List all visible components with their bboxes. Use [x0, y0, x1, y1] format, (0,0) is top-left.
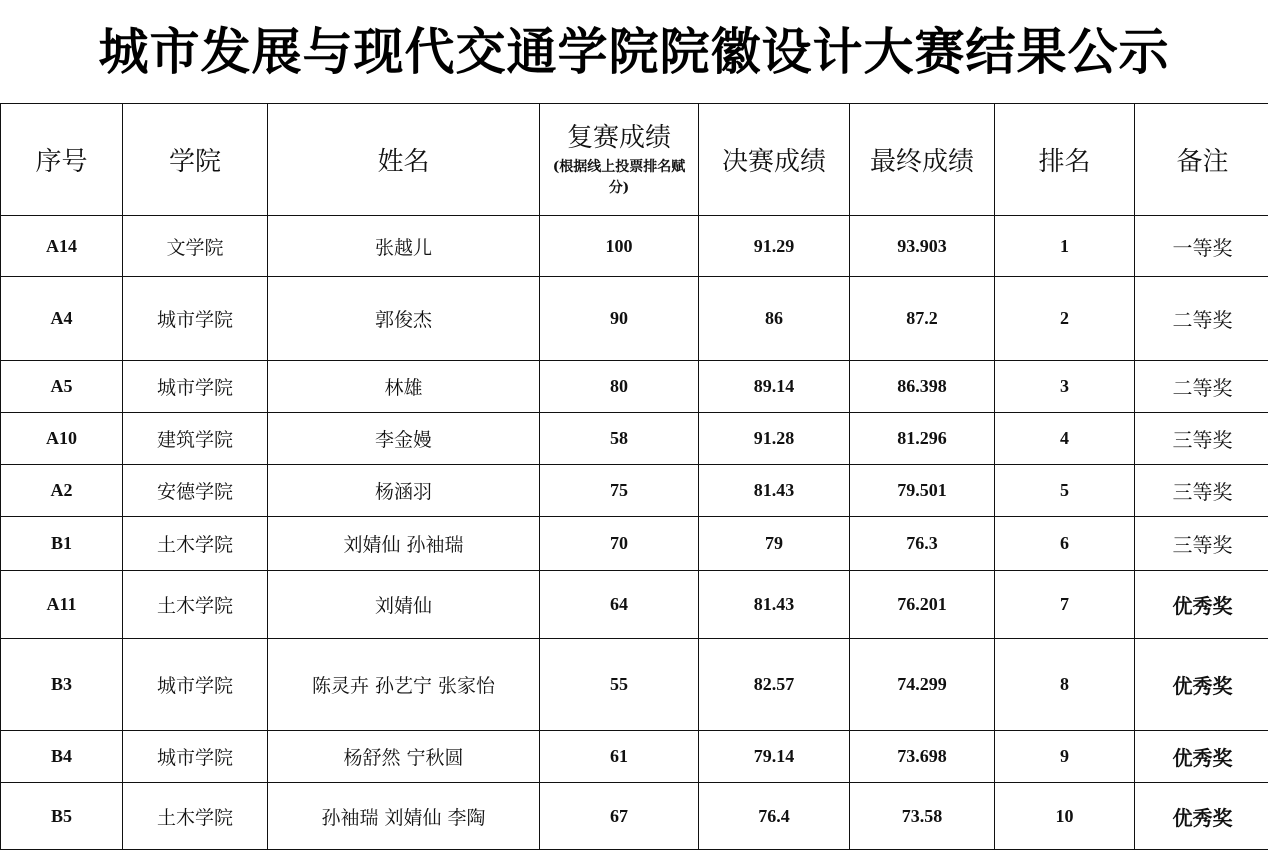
cell-name: 刘婧仙 孙袖瑞	[268, 517, 540, 571]
cell-rank: 7	[995, 571, 1135, 639]
cell-rank: 2	[995, 277, 1135, 361]
cell-semifinal: 67	[540, 783, 699, 850]
cell-rank: 8	[995, 639, 1135, 731]
cell-remark: 优秀奖	[1135, 783, 1268, 850]
cell-semifinal: 70	[540, 517, 699, 571]
cell-overall: 73.698	[850, 731, 995, 783]
cell-final: 89.14	[699, 361, 850, 413]
cell-remark: 三等奖	[1135, 413, 1268, 465]
cell-final: 86	[699, 277, 850, 361]
cell-final: 76.4	[699, 783, 850, 850]
cell-overall: 73.58	[850, 783, 995, 850]
table-row	[1, 216, 1268, 277]
table-row	[1, 639, 1268, 731]
header-final: 决赛成绩	[699, 104, 850, 216]
cell-name: 林雄	[268, 361, 540, 413]
cell-remark: 二等奖	[1135, 361, 1268, 413]
cell-overall: 76.3	[850, 517, 995, 571]
cell-overall: 86.398	[850, 361, 995, 413]
cell-overall: 79.501	[850, 465, 995, 517]
cell-seq: B3	[1, 639, 123, 731]
table-row	[1, 571, 1268, 639]
cell-seq: A10	[1, 413, 123, 465]
cell-name: 郭俊杰	[268, 277, 540, 361]
cell-final: 79	[699, 517, 850, 571]
cell-name: 杨涵羽	[268, 465, 540, 517]
header-name: 姓名	[268, 104, 540, 216]
cell-college: 土木学院	[123, 571, 268, 639]
cell-seq: A14	[1, 216, 123, 277]
header-semifinal	[540, 104, 699, 216]
cell-name: 杨舒然 宁秋圆	[268, 731, 540, 783]
cell-name: 刘婧仙	[268, 571, 540, 639]
cell-college: 文学院	[123, 216, 268, 277]
cell-rank: 9	[995, 731, 1135, 783]
cell-rank: 10	[995, 783, 1135, 850]
cell-remark: 三等奖	[1135, 465, 1268, 517]
cell-seq: A11	[1, 571, 123, 639]
cell-overall: 74.299	[850, 639, 995, 731]
cell-semifinal: 80	[540, 361, 699, 413]
table-row	[1, 783, 1268, 850]
cell-college: 城市学院	[123, 731, 268, 783]
cell-overall: 81.296	[850, 413, 995, 465]
cell-final: 81.43	[699, 571, 850, 639]
cell-college: 安德学院	[123, 465, 268, 517]
table-row	[1, 277, 1268, 361]
cell-overall: 76.201	[850, 571, 995, 639]
header-row	[1, 104, 1268, 216]
cell-remark: 二等奖	[1135, 277, 1268, 361]
results-table	[0, 103, 1268, 850]
cell-remark: 一等奖	[1135, 216, 1268, 277]
cell-seq: A4	[1, 277, 123, 361]
cell-remark: 三等奖	[1135, 517, 1268, 571]
cell-overall: 93.903	[850, 216, 995, 277]
cell-name: 李金嫚	[268, 413, 540, 465]
cell-semifinal: 100	[540, 216, 699, 277]
cell-final: 79.14	[699, 731, 850, 783]
cell-college: 土木学院	[123, 517, 268, 571]
cell-college: 土木学院	[123, 783, 268, 850]
cell-college: 建筑学院	[123, 413, 268, 465]
cell-remark: 优秀奖	[1135, 731, 1268, 783]
table-row	[1, 517, 1268, 571]
header-overall: 最终成绩	[850, 104, 995, 216]
header-semifinal-label: 复赛成绩	[566, 122, 671, 153]
table-row	[1, 361, 1268, 413]
cell-semifinal: 55	[540, 639, 699, 731]
cell-remark: 优秀奖	[1135, 571, 1268, 639]
header-rank: 排名	[995, 104, 1135, 216]
cell-semifinal: 64	[540, 571, 699, 639]
cell-final: 82.57	[699, 639, 850, 731]
table-row	[1, 731, 1268, 783]
cell-seq: A5	[1, 361, 123, 413]
table-row	[1, 413, 1268, 465]
cell-remark: 优秀奖	[1135, 639, 1268, 731]
cell-seq: B5	[1, 783, 123, 850]
cell-rank: 6	[995, 517, 1135, 571]
cell-seq: B1	[1, 517, 123, 571]
cell-final: 91.29	[699, 216, 850, 277]
cell-final: 91.28	[699, 413, 850, 465]
cell-semifinal: 90	[540, 277, 699, 361]
page-title: 城市发展与现代交通学院院徽设计大赛结果公示	[98, 22, 1170, 81]
cell-semifinal: 58	[540, 413, 699, 465]
cell-college: 城市学院	[123, 361, 268, 413]
cell-semifinal: 75	[540, 465, 699, 517]
header-seq: 序号	[1, 104, 123, 216]
cell-college: 城市学院	[123, 277, 268, 361]
header-remark: 备注	[1135, 104, 1268, 216]
cell-name: 张越儿	[268, 216, 540, 277]
header-college: 学院	[123, 104, 268, 216]
cell-college: 城市学院	[123, 639, 268, 731]
header-semifinal-note: (根据线上投票排名赋分)	[552, 158, 686, 196]
cell-overall: 87.2	[850, 277, 995, 361]
cell-rank: 5	[995, 465, 1135, 517]
cell-semifinal: 61	[540, 731, 699, 783]
cell-name: 孙袖瑞 刘婧仙 李陶	[268, 783, 540, 850]
cell-seq: B4	[1, 731, 123, 783]
cell-final: 81.43	[699, 465, 850, 517]
cell-name: 陈灵卉 孙艺宁 张家怡	[268, 639, 540, 731]
cell-rank: 4	[995, 413, 1135, 465]
cell-rank: 3	[995, 361, 1135, 413]
cell-rank: 1	[995, 216, 1135, 277]
table-row	[1, 465, 1268, 517]
cell-seq: A2	[1, 465, 123, 517]
